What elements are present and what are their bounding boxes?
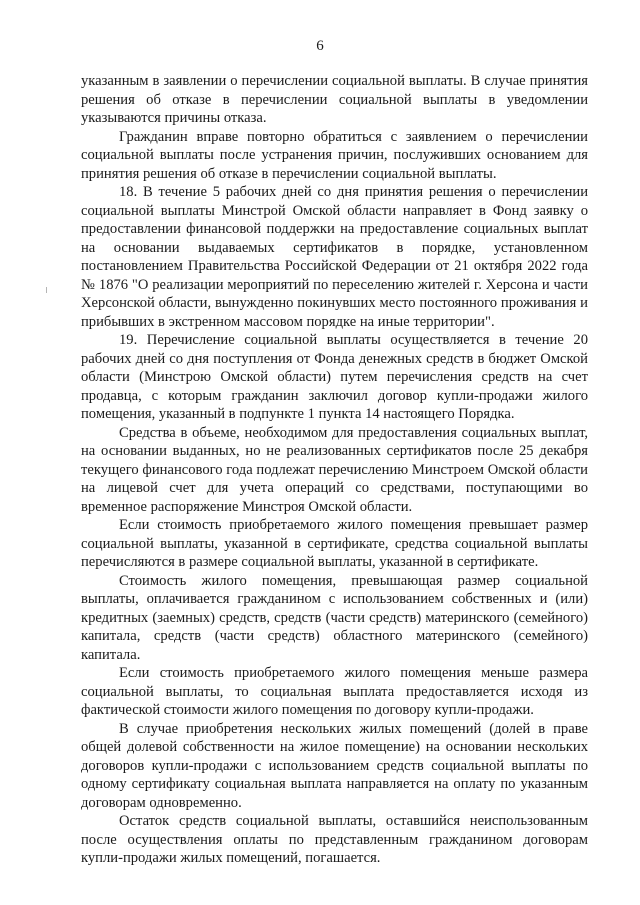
paragraph-8: Если стоимость приобретаемого жилого помещения меньше размера социальной выплаты, то социальная выплата предоставляется исходя из фактической стоимости жилого помещения по договору купли-продажи. — [81, 665, 588, 718]
scan-mark — [46, 287, 47, 293]
paragraph-7: Стоимость жилого помещения, превышающая размер социальной выплаты, оплачивается гражданином с использованием собственных и (или) кредитных (заемных) средств, средств (части средств) материнского (семейного) капитала, средств (части средств) областного материнского (семейного) капитала. — [81, 572, 588, 663]
paragraph-6: Если стоимость приобретаемого жилого помещения превышает размер социальной выплаты, указанной в сертификате, средства социальной выплаты перечисляются в размере социальной выплаты, указанной в сертификате. — [81, 517, 588, 570]
document-body — [81, 72, 588, 868]
paragraph-2: Гражданин вправе повторно обратиться с заявлением о перечислении социальной выплаты после устранения причин, послуживших основанием для принятия решения об отказе в перечислении социальной выплаты. — [81, 128, 588, 182]
paragraph-3: 18. В течение 5 рабочих дней со дня принятия решения о перечислении социальной выплаты Минстрой Омской области направляет в Фонд заявку о предоставлении финансовой поддержки на предоставление социальных выплат на основании выдаваемых сертификатов в порядке, установленном постановлением Правительства Российской Федерации от 21 октября 2022 года № 1876 "О реализации мероприятий по переселению жителей г. Херсона и части Херсонской области, вынужденно покинувших место постоянного проживания и прибывших в экстренном массовом порядке на иные территории". — [81, 184, 588, 330]
page-number: 6 — [316, 38, 324, 54]
paragraph-10: Остаток средств социальной выплаты, оставшийся неиспользованным после осуществления оплаты по представленным гражданином договорам купли-продажи жилых помещений, погашается. — [81, 813, 588, 866]
paragraph-9: В случае приобретения нескольких жилых помещений (долей в праве общей долевой собственности на жилое помещение) на основании нескольких договоров купли-продажи с использованием средств социальной выплаты по одному сертификату социальная выплата направляется на оплату по указанным договорам одновременно. — [81, 720, 588, 811]
paragraph-5: Средства в объеме, необходимом для предоставления социальных выплат, на основании выданных, но не реализованных сертификатов после 25 декабря текущего финансового года подлежат перечислению Минстроем Омской области на лицевой счет для учета операций со средствами, поступающими во временное распоряжение Минстроя Омской области. — [81, 424, 588, 515]
paragraph-1: указанным в заявлении о перечислении социальной выплаты. В случае принятия решения об отказе в перечислении социальной выплаты в уведомлении указываются причины отказа. — [81, 73, 588, 126]
paragraph-4: 19. Перечисление социальной выплаты осуществляется в течение 20 рабочих дней со дня поступления от Фонда денежных средств в бюджет Омской области (Минстрою Омской области) путем перечисления средств на счет продавца, с которым гражданин заключил договор купли-продажи жилого помещения, указанный в подпункте 1 пункта 14 настоящего Порядка. — [81, 332, 588, 422]
